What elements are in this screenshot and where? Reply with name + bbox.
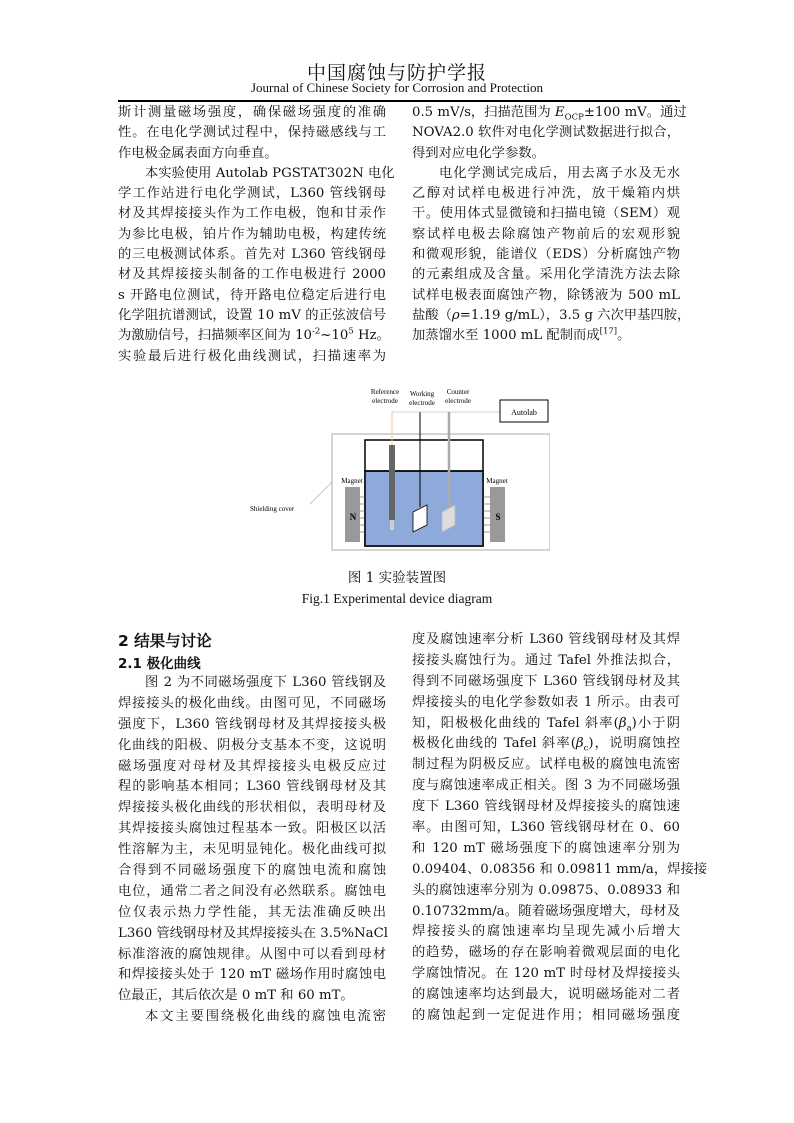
- text-segment: 知，阳极极化曲线的 Tafel 斜率(: [412, 715, 619, 731]
- text-segment: 乙醇对试样电极进行冲洗，放干燥箱内烘: [412, 186, 680, 202]
- text-segment: 极极化曲线的 Tafel 斜率(: [412, 736, 576, 752]
- text-line: [412, 839, 680, 860]
- text-segment: 学腐蚀情况。在 120 mT 时母材及焊接接头: [412, 966, 680, 982]
- text-line: [412, 306, 691, 326]
- text-segment: 0.5 mV/s，扫描范围为: [412, 105, 555, 120]
- text-line: [412, 123, 680, 143]
- text-segment: ρ: [451, 307, 460, 323]
- text-segment: 的趋势，磁场的存在影响着微观层面的电化: [412, 945, 680, 961]
- text-line: [412, 184, 680, 204]
- text-line: [118, 945, 386, 966]
- text-line: [118, 164, 395, 184]
- text-segment: L360 管线钢母材及其焊接接头在 3.5%NaCl: [118, 925, 388, 941]
- text-line: [118, 861, 386, 882]
- experimental-device-figure: [250, 382, 550, 557]
- text-line: [118, 694, 386, 715]
- text-line: [118, 144, 386, 164]
- text-segment: 的三电极测试体系。首先对 L360 管线钢母: [118, 247, 386, 263]
- text-segment: 磁场强度对母材及其焊接接头电极反应过: [118, 758, 386, 774]
- text-column-right-bottom: [412, 630, 708, 1027]
- text-segment: s 开路电位测试，待开路电位稳定后进行电: [118, 287, 386, 303]
- text-segment: 其焊接接头腐蚀过程基本一致。阳极区以活: [118, 821, 386, 837]
- text-line: [118, 777, 386, 798]
- figure-caption-cn: 图 1 实验装置图: [347, 570, 447, 586]
- text-segment: 率。由图可知，L360 管线钢母材在 0、60: [412, 820, 680, 836]
- text-line: [412, 1006, 680, 1027]
- text-line: [412, 164, 680, 184]
- text-segment: 电位，通常二者之间没有必然联系。腐蚀电: [118, 883, 386, 899]
- text-line: [412, 714, 680, 735]
- text-segment: 0.09404、0.08356 和 0.09811 mm/a，焊接接: [412, 861, 708, 877]
- text-line: [412, 245, 680, 265]
- text-segment: 本实验使用 Autolab PGSTAT302N 电化: [145, 165, 395, 181]
- text-line: [412, 818, 680, 839]
- text-line: [118, 715, 386, 736]
- text-column-right-top: [412, 103, 691, 347]
- text-line: [118, 225, 386, 245]
- text-segment: 性。在电化学测试过程中，保持磁感线与工: [118, 125, 386, 141]
- text-segment: 制过程为阴极反应。试样电极的腐蚀电流密: [412, 757, 680, 773]
- counter-label: Counter: [446, 388, 470, 396]
- counter-label-2: electrode: [445, 397, 471, 405]
- text-segment: 。: [617, 328, 631, 344]
- text-segment: 图 2 为不同磁场强度下 L360 管线钢及: [145, 675, 386, 690]
- text-segment: 标准溶液的腐蚀规律。从图中可以看到母材: [118, 946, 386, 962]
- text-line: [412, 985, 680, 1006]
- text-segment: 度及腐蚀速率分析 L360 管线钢母材及其焊: [412, 632, 680, 647]
- text-segment: 度与腐蚀速率成正相关。图 3 为不同磁场强: [412, 778, 680, 794]
- magnet-right-label: Magnet: [486, 477, 508, 485]
- text-line: [118, 326, 390, 346]
- working-label-2: electrode: [409, 399, 435, 407]
- text-segment: 电化学测试完成后，用去离子水及无水: [439, 165, 680, 181]
- text-segment: 为激励信号，扫描频率区间为 10: [118, 328, 313, 344]
- north-pole-label: N: [349, 512, 357, 522]
- text-line: [412, 734, 680, 755]
- working-label: Working: [409, 390, 435, 398]
- text-line: [118, 924, 386, 945]
- text-segment: 和微观形貌，能谱仪（EDS）分析腐蚀产物: [412, 247, 680, 263]
- text-line: [118, 286, 386, 306]
- text-line: [118, 798, 386, 819]
- text-segment: 5: [348, 326, 354, 337]
- text-line: [118, 757, 386, 778]
- text-segment: 焊接接头的腐蚀速率均呈现先减小后增大: [412, 924, 680, 940]
- text-segment: Hz。: [353, 328, 390, 344]
- text-segment: ±100 mV。通过: [583, 105, 687, 120]
- text-segment: c: [583, 744, 589, 755]
- text-segment: 合得到不同磁场强度下的腐蚀电流和腐蚀: [118, 863, 386, 879]
- text-line: [118, 673, 386, 694]
- text-line: [118, 347, 386, 367]
- text-segment: 的腐蚀速率均达到最大，说明磁场能对二者: [412, 987, 680, 1003]
- text-line: [118, 1007, 386, 1028]
- text-line: [118, 184, 386, 204]
- text-segment: -2: [312, 326, 321, 337]
- text-segment: 实验最后进行极化曲线测试，扫描速率为: [118, 348, 386, 364]
- text-line: [118, 903, 386, 924]
- text-segment: 位仅表示热力学性能，其无法准确反映出: [118, 904, 386, 920]
- text-segment: 强度下，L360 管线钢母材及其焊接接头极: [118, 716, 386, 732]
- text-segment: 察试样电极去除腐蚀产物前后的宏观形貌: [412, 226, 680, 242]
- text-segment: 作电极金属表面方向垂直。: [118, 145, 278, 161]
- text-segment: 头的腐蚀速率分别为 0.09875、0.08933 和: [412, 882, 680, 898]
- text-line: [118, 103, 386, 123]
- reference-label-2: electrode: [372, 397, 398, 405]
- text-segment: 程的影响基本相同；L360 管线钢母材及其: [118, 779, 386, 795]
- text-segment: OCP: [564, 112, 584, 123]
- text-segment: 的腐蚀起到一定促进作用；相同磁场强度: [412, 1008, 680, 1024]
- text-line: [118, 965, 386, 986]
- text-line: [118, 265, 386, 285]
- text-line: [412, 265, 680, 285]
- text-line: [118, 204, 386, 224]
- text-line: [412, 630, 680, 651]
- text-segment: a: [626, 723, 632, 734]
- text-segment: ~10: [320, 328, 349, 344]
- text-line: [412, 693, 680, 714]
- device-diagram: [250, 382, 550, 557]
- text-segment: 为参比电极，铂片作为辅助电极，构建传统: [118, 226, 386, 242]
- text-line: [412, 204, 680, 224]
- text-line: [118, 986, 386, 1007]
- text-segment: 和 120 mT 磁场强度下的腐蚀速率分别为: [412, 840, 680, 856]
- text-line: [118, 736, 386, 757]
- text-segment: 度下 L360 管线钢母材及焊接接头的腐蚀速: [412, 799, 680, 815]
- magnet-left-label: Magnet: [341, 477, 363, 485]
- text-line: [412, 881, 680, 902]
- text-segment: 性溶解为主，未见明显钝化。极化曲线可拟: [118, 842, 386, 858]
- text-line: [412, 902, 680, 923]
- journal-title-cn: 中国腐蚀与防护学报: [306, 62, 487, 84]
- section-heading: 2 结果与讨论: [118, 632, 212, 650]
- text-segment: )小于阴: [631, 715, 680, 731]
- text-line: [412, 144, 680, 164]
- text-segment: 焊接接头的极化曲线。由图可见，不同磁场: [118, 695, 386, 711]
- text-segment: )，说明腐蚀控: [588, 736, 680, 752]
- text-line: [412, 776, 680, 797]
- text-segment: 0.10732mm/a。随着磁场强度增大，母材及: [412, 903, 680, 919]
- text-segment: [17]: [599, 326, 618, 337]
- text-segment: 本文主要围绕极化曲线的腐蚀电流密: [145, 1009, 386, 1025]
- text-line: [412, 286, 680, 306]
- text-line: [412, 103, 687, 123]
- text-segment: β: [575, 736, 584, 752]
- text-segment: 和焊接接头处于 120 mT 磁场作用时腐蚀电: [118, 967, 386, 983]
- text-segment: 的元素组成及含量。采用化学清洗方法去除: [412, 267, 680, 283]
- text-line: [412, 755, 680, 776]
- text-segment: 材及其焊接接头作为工作电极，饱和甘汞作: [118, 206, 386, 222]
- text-segment: 得到不同磁场强度下 L360 管线钢母材及其: [412, 673, 680, 689]
- text-segment: 盐酸（: [412, 307, 452, 323]
- text-segment: 学工作站进行电化学测试，L360 管线钢母: [118, 186, 386, 202]
- text-line: [118, 306, 386, 326]
- text-segment: E: [554, 105, 565, 120]
- text-line: [412, 326, 680, 346]
- text-line: [118, 840, 386, 861]
- subsection-heading: 2.1 极化曲线: [118, 656, 201, 672]
- journal-title-en: Journal of Chinese Society for Corrosion and Protection: [250, 80, 544, 95]
- text-segment: 位最正，其后依次是 0 mT 和 60 mT。: [118, 988, 354, 1004]
- text-column-left-top: [118, 103, 395, 367]
- text-segment: 试样电极表面腐蚀产物，除锈液为 500 mL: [412, 287, 680, 303]
- text-segment: 化曲线的阳极、阴极分支基本不变，这说明: [118, 737, 386, 753]
- text-line: [118, 882, 386, 903]
- text-line: [412, 225, 680, 245]
- header-rule: [118, 100, 680, 102]
- text-line: [118, 819, 386, 840]
- text-segment: =1.19 g/mL），3.5 g 六次甲基四胺，: [459, 307, 691, 323]
- text-segment: 焊接接头极化曲线的形状相似，表明母材及: [118, 800, 386, 816]
- reference-label: Reference: [370, 388, 400, 396]
- text-line: [412, 922, 680, 943]
- text-segment: 得到对应电化学参数。: [412, 145, 545, 161]
- text-segment: NOVA2.0 软件对电化学测试数据进行拟合，: [412, 125, 680, 141]
- text-segment: β: [618, 715, 627, 731]
- text-line: [412, 860, 708, 881]
- south-pole-label: S: [495, 512, 501, 522]
- text-line: [412, 797, 680, 818]
- text-segment: 焊接接头的电化学参数如表 1 所示。由表可: [412, 694, 680, 710]
- text-line: [412, 672, 680, 693]
- text-line: [118, 245, 386, 265]
- reference-electrode: [389, 445, 395, 520]
- shielding-label: Shielding cover: [250, 505, 295, 513]
- text-line: [412, 651, 680, 672]
- text-segment: 干。使用体式显微镜和扫描电镜（SEM）观: [412, 206, 680, 222]
- text-segment: 加蒸馏水至 1000 mL 配制而成: [412, 328, 600, 344]
- text-line: [412, 964, 680, 985]
- text-column-left-bottom: [118, 673, 386, 1028]
- figure-caption-en: Fig.1 Experimental device diagram: [301, 591, 493, 606]
- autolab-label: Autolab: [511, 408, 537, 417]
- text-segment: 化学阻抗谱测试，设置 10 mV 的正弦波信号: [118, 307, 386, 323]
- text-line: [118, 123, 386, 143]
- text-segment: 斯计测量磁场强度，确保磁场强度的准确: [118, 105, 386, 120]
- text-segment: 接接头腐蚀行为。通过 Tafel 外推法拟合，: [412, 652, 680, 668]
- text-line: [412, 943, 680, 964]
- text-segment: 材及其焊接接头制备的工作电极进行 2000: [118, 267, 386, 283]
